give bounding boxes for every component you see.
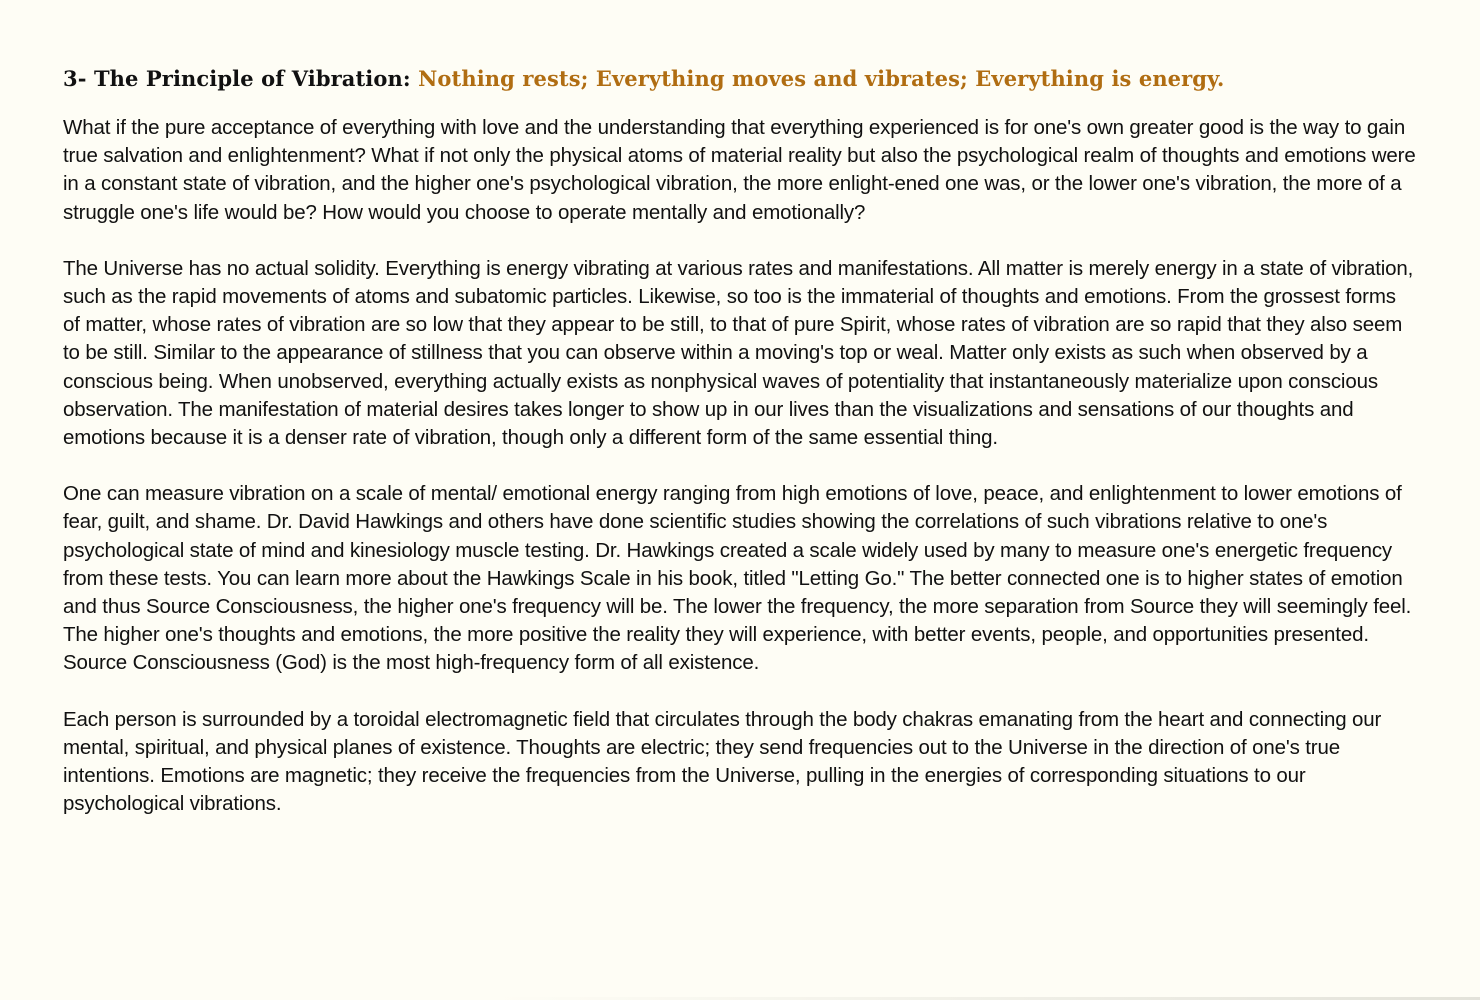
paragraph-2: The Universe has no actual solidity. Everything is energy vibrating at various rates and manifestations. All matter is merely energy in a state of vibration, such as the rapid movements of atoms and subatomic particles. Likewise, so too is the immaterial of thoughts and emotions. From the grossest forms of matter, whose rates of vibration are so low that they appear to be still, to that of pure Spirit, whose rates of vibration are so rapid that they also seem to be still. Similar to the appearance of stillness that you can observe within a moving's top or weal. Matter only exists as such when observed by a conscious being. When unobserved, everything actually exists as nonphysical waves of potentiality that instantaneously materialize upon conscious observation. The manifestation of material desires takes longer to show up in our lives than the visualizations and sensations of our thoughts and emotions because it is a denser rate of vibration, though only a different form of the same essential thing.	[63, 256, 1414, 450]
heading-prefix: 3- The Principle of Vibration:	[63, 66, 411, 91]
heading-accent: Nothing rests; Everything moves and vibrates; Everything is energy.	[418, 66, 1225, 91]
section-heading	[63, 64, 1418, 94]
paragraph-1: What if the pure acceptance of everything with love and the understanding that everything experienced is for one's own greater good is the way to gain true salvation and enlightenment? What if not only the physical atoms of material reality but also the psychological realm of thoughts and emotions were in a constant state of vibration, and the higher one's psychological vibration, the more enlight-ened one was, or the lower one's vibration, the more of a struggle one's life would be? How would you choose to operate mentally and emotionally?	[63, 116, 1416, 224]
paragraph-3: One can measure vibration on a scale of mental/ emotional energy ranging from high emotions of love, peace, and enlightenment to lower emotions of fear, guilt, and shame. Dr. David Hawkings and others have done scientific studies showing the correlations of such vibrations relative to one's psychological state of mind and kinesiology muscle testing. Dr. Hawkings created a scale widely used by many to measure one's energetic frequency from these tests. You can learn more about the Hawkings Scale in his book, titled "Letting Go." The better connected one is to higher states of emotion and thus Source Consciousness, the higher one's frequency will be. The lower the frequency, the more separation from Source they will seemingly feel. The higher one's thoughts and emotions, the more positive the reality they will experience, with better events, people, and opportunities presented. Source Consciousness (God) is the most high-frequency form of all existence.	[63, 482, 1412, 675]
paragraph-4: Each person is surrounded by a toroidal electromagnetic field that circulates through the body chakras emanating from the heart and connecting our mental, spiritual, and physical planes of existence. Thoughts are electric; they send frequencies out to the Universe in the direction of one's true intentions. Emotions are magnetic; they receive the frequencies from the Universe, pulling in the energies of corresponding situations to our psychological vibrations.	[63, 707, 1382, 816]
